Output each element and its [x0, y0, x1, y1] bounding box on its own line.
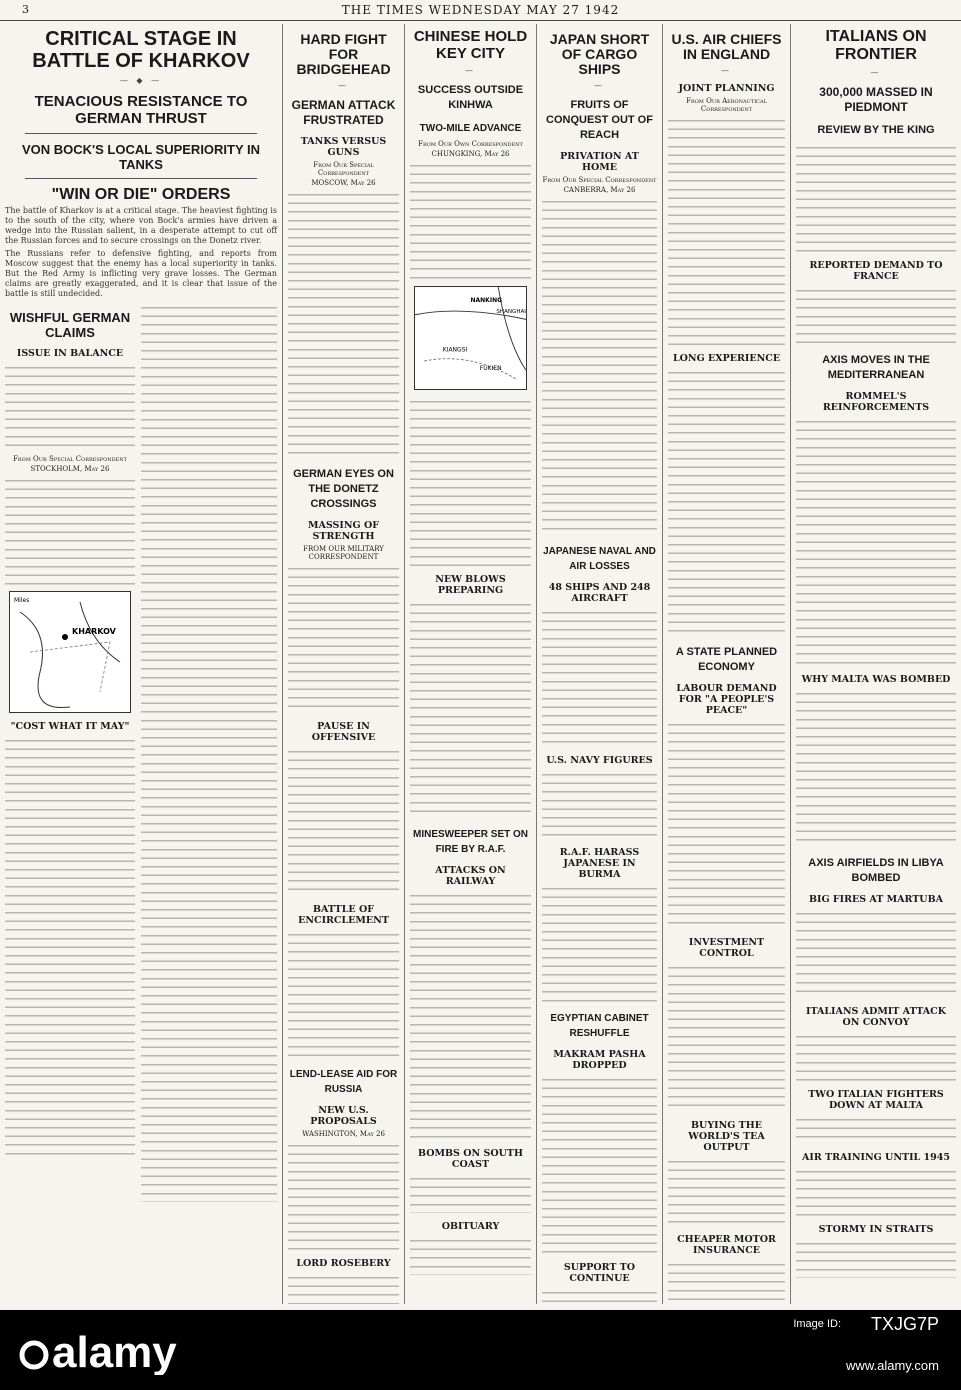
text-block — [668, 1156, 785, 1226]
dateline: MOSCOW, May 26 — [311, 179, 376, 187]
subhead-encirclement: BATTLE OF ENCIRCLEMENT — [298, 904, 389, 926]
text-block — [542, 769, 657, 839]
subhead-state-economy: A STATE PLANNED ECONOMY — [675, 646, 778, 673]
masthead — [0, 0, 961, 21]
subhead-donetz: GERMAN EYES ON THE DONETZ CROSSINGS — [293, 468, 394, 510]
column-china — [404, 24, 536, 1304]
subhead-support: SUPPORT TO CONTINUE — [563, 1262, 636, 1284]
subhead-pause: PAUSE IN OFFENSIVE — [311, 721, 376, 743]
text-block — [410, 160, 531, 280]
text-block — [796, 688, 956, 848]
byline: From Our Special Correspondent — [542, 176, 657, 184]
subhead-axis-moves: AXIS MOVES IN THE MEDITERRANEAN — [822, 354, 930, 381]
masthead-title: THE TIMES WEDNESDAY MAY 27 1942 — [341, 3, 620, 17]
map-scale: Miles — [14, 597, 30, 604]
dateline: CANBERRA, May 26 — [563, 186, 636, 194]
lead-paragraph: The battle of Kharkov is at a critical stage. The heaviest fighting is to the south of the city, where von Bock's armies have driven a wedge into the Russian salient, in a desperate attempt to cut off the Russian forces and to secure crossings on the Donetz river. — [5, 206, 277, 245]
subhead-naval-losses: JAPANESE NAVAL AND AIR LOSSES — [543, 546, 656, 572]
text-block — [796, 142, 956, 252]
subhead-proposals: NEW U.S. PROPOSALS — [310, 1105, 377, 1127]
subhead-joint: JOINT PLANNING — [678, 83, 775, 94]
logo-wordmark: alamy — [52, 1328, 177, 1375]
text-block — [542, 607, 657, 747]
ornament: — — [465, 66, 476, 75]
subhead-motor: CHEAPER MOTOR INSURANCE — [677, 1234, 776, 1256]
text-block — [5, 735, 135, 1155]
ornament: — ◆ — — [119, 76, 163, 85]
subhead-straits: STORMY IN STRAITS — [818, 1224, 934, 1235]
ornament: — — [594, 81, 605, 90]
subhead-obituary: OBITUARY — [441, 1220, 500, 1232]
lead-paragraph-2: The Russians refer to defensive fighting, and reports from Moscow suggest that the enemy has a local superiority in tanks. But the Red Army is inflicting very grave losses. The German claims are greatly exaggerated, and it is clear that issue of the battle is still undecided. — [5, 249, 277, 298]
subhead-malta: WHY MALTA WAS BOMBED — [801, 674, 951, 685]
image-id-value: TXJG7P — [870, 1314, 939, 1334]
text-block — [796, 1238, 956, 1278]
subhead-convoy: ITALIANS ADMIT ATTACK ON CONVOY — [806, 1006, 946, 1028]
byline: From Our Aeronautical Correspondent — [686, 97, 767, 113]
text-block — [410, 890, 531, 1140]
ornament: — — [338, 81, 349, 90]
subhead-us-navy: U.S. NAVY FIGURES — [546, 755, 653, 766]
subhead-rosebery: LORD ROSEBERY — [296, 1258, 391, 1269]
text-block — [288, 563, 399, 713]
subhead-tanks: TANKS VERSUS GUNS — [300, 136, 387, 158]
text-block — [668, 962, 785, 1112]
china-map — [414, 286, 527, 390]
subhead-makram: MAKRAM PASHA DROPPED — [553, 1049, 646, 1071]
dateline: STOCKHOLM, May 26 — [30, 465, 110, 473]
image-id-label: Image ID: — [793, 1318, 841, 1330]
subhead-libya: AXIS AIRFIELDS IN LIBYA BOMBED — [808, 857, 944, 884]
page-number: 3 — [22, 3, 29, 16]
text-block — [410, 396, 531, 566]
subhead-review: REVIEW BY THE KING — [817, 124, 935, 136]
subhead-privation: PRIVATION AT HOME — [560, 151, 639, 173]
column-japan — [536, 24, 662, 1304]
dateline: CHUNGKING, May 26 — [431, 150, 510, 158]
subhead-german-claims: WISHFUL GERMAN CLAIMS — [9, 310, 131, 340]
subhead-rommel: ROMMEL'S REINFORCEMENTS — [822, 391, 930, 413]
headline-bridgehead: HARD FIGHT FOR BRIDGEHEAD — [296, 31, 391, 77]
headline-china: CHINESE HOLD KEY CITY — [413, 28, 528, 62]
subhead-france: REPORTED DEMAND TO FRANCE — [809, 260, 943, 282]
subhead-air-training: AIR TRAINING UNTIL 1945 — [802, 1152, 950, 1163]
subhead-fruits: FRUITS OF CONQUEST OUT OF REACH — [546, 99, 653, 141]
kharkov-map — [9, 591, 131, 713]
col1-split — [5, 302, 277, 1205]
column-italians — [790, 24, 961, 1304]
text-block — [288, 929, 399, 1059]
alamy-logo — [18, 1325, 198, 1375]
subhead-investment: INVESTMENT CONTROL — [688, 937, 765, 959]
subhead-resistance: TENACIOUS RESISTANCE TO GERMAN THRUST — [34, 93, 248, 127]
byline-military: FROM OUR MILITARY CORRESPONDENT — [303, 545, 384, 561]
text-block — [410, 1173, 531, 1213]
subhead-experience: LONG EXPERIENCE — [672, 353, 781, 364]
text-block — [410, 599, 531, 819]
subhead-martuba: BIG FIRES AT MARTUBA — [809, 894, 943, 905]
text-block — [668, 367, 785, 637]
subhead-lend-lease: LEND-LEASE AID FOR RUSSIA — [289, 1069, 398, 1095]
map-label-nanking: NANKING — [470, 296, 503, 304]
subhead-frustrated: GERMAN ATTACK FRUSTRATED — [291, 98, 396, 127]
subhead-tea: BUYING THE WORLD'S TEA OUTPUT — [688, 1120, 765, 1153]
text-block — [796, 1031, 956, 1081]
map-label-fukien: FUKIEN — [479, 365, 502, 373]
text-block — [288, 189, 399, 459]
subhead-cost: "COST WHAT IT MAY" — [10, 721, 130, 732]
text-block — [542, 1287, 657, 1304]
alamy-url: www.alamy.com — [846, 1358, 939, 1373]
subhead-labour: LABOUR DEMAND FOR "A PEOPLE'S PEACE" — [676, 683, 777, 716]
headline-us-air: U.S. AIR CHIEFS IN ENGLAND — [671, 31, 782, 62]
text-block — [288, 1140, 399, 1250]
subhead-bombs: BOMBS ON SOUTH COAST — [418, 1147, 523, 1170]
map-label-kharkov: KHARKOV — [72, 627, 116, 636]
headline-kharkov: CRITICAL STAGE IN BATTLE OF KHARKOV — [32, 28, 250, 72]
byline: From Our Special Correspondent — [313, 161, 374, 177]
text-block — [5, 362, 135, 452]
column-us-air — [662, 24, 790, 1304]
subhead-malta-fighters: TWO ITALIAN FIGHTERS DOWN AT MALTA — [808, 1089, 944, 1111]
divider — [25, 178, 257, 179]
subhead-issue: ISSUE IN BALANCE — [16, 348, 124, 359]
map-svg — [10, 592, 130, 712]
text-block — [542, 1074, 657, 1254]
byline: From Our Own Correspondent — [418, 140, 523, 148]
subhead-massing: MASSING OF STRENGTH — [308, 520, 379, 542]
subhead-advance: TWO-MILE ADVANCE — [419, 123, 522, 134]
text-block — [288, 746, 399, 896]
column-kharkov — [0, 24, 282, 1304]
text-block — [668, 719, 785, 929]
divider — [25, 133, 257, 134]
headline-japan: JAPAN SHORT OF CARGO SHIPS — [549, 31, 650, 77]
text-block — [796, 908, 956, 998]
column-bridgehead — [282, 24, 404, 1304]
text-block — [410, 1235, 531, 1275]
byline: From Our Special Correspondent — [12, 455, 128, 463]
subhead-48-ships: 48 SHIPS AND 248 AIRCRAFT — [548, 582, 651, 604]
headline-italians: ITALIANS ON FRONTIER — [825, 28, 927, 63]
subhead-piedmont: 300,000 MASSED IN PIEDMONT — [819, 85, 933, 114]
text-block — [668, 1259, 785, 1304]
ornament: — — [870, 68, 882, 77]
map-label-kiangsi: KIANGSI — [442, 346, 468, 354]
text-block — [796, 1166, 956, 1216]
text-block — [542, 196, 657, 536]
subhead-raf-burma: R.A.F. HARASS JAPANESE IN BURMA — [559, 847, 640, 880]
subhead-win-or-die: "WIN OR DIE" ORDERS — [51, 186, 231, 203]
subhead-railway: ATTACKS ON RAILWAY — [435, 864, 506, 887]
map-label-shanghai: SHANGHAI — [496, 308, 526, 315]
ornament: — — [721, 66, 732, 75]
subhead-von-bock: VON BOCK'S LOCAL SUPERIORITY IN TANKS — [21, 142, 261, 172]
subhead-kinhwa: SUCCESS OUTSIDE KINHWA — [417, 84, 524, 111]
dateline: WASHINGTON, May 26 — [302, 1130, 385, 1138]
text-block — [288, 1272, 399, 1304]
subhead-blows: NEW BLOWS PREPARING — [435, 573, 506, 596]
subhead-minesweeper: MINESWEEPER SET ON FIRE BY R.A.F. — [412, 828, 528, 855]
text-block — [668, 115, 785, 345]
text-block — [542, 883, 657, 1003]
text-block — [796, 416, 956, 666]
text-block — [796, 285, 956, 345]
text-block — [141, 302, 277, 1202]
text-block — [796, 1114, 956, 1144]
text-block — [5, 475, 135, 585]
subhead-egypt: EGYPTIAN CABINET RESHUFFLE — [550, 1013, 649, 1039]
